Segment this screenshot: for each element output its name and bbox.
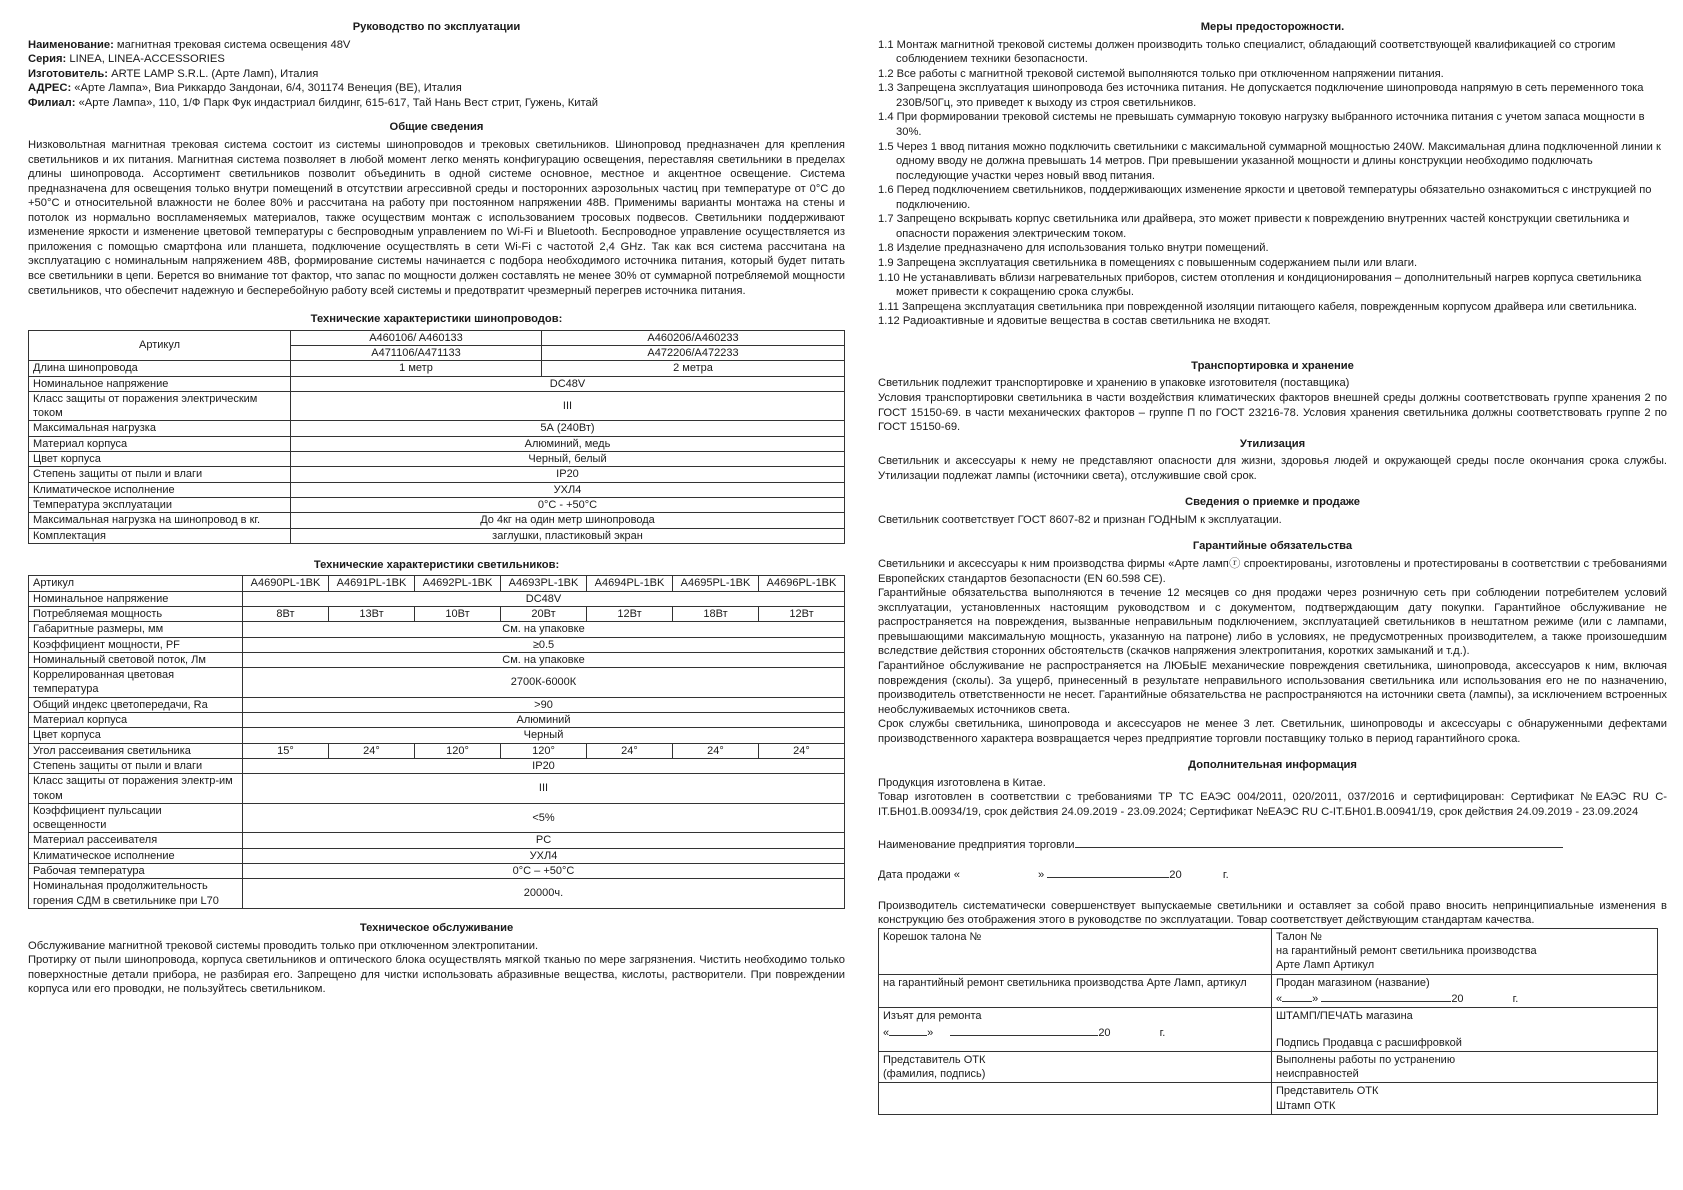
row-label: Класс защиты от поражения электрическим током — [29, 391, 291, 421]
warranty-text-3: Гарантийное обслуживание не распространяется на ЛЮБЫЕ механические повреждения светильника, шинопровода, аксессуаров к ним, включая повреждения (сколы). За ущерб, принесенный в результате неправильного использования светильника или использования его не по назначению, производитель ответственности не несет. Гарантийные обязательства не распространяются на источники света (лампы), за исключением встроенных необслуживаемых источников света. — [878, 659, 1667, 716]
row-label: Номинальная продолжительность горения СДМ в светильнике при L70 — [29, 879, 243, 909]
row-label: Угол рассеивания светильника — [29, 743, 243, 758]
list-item: 1.3 Запрещена эксплуатация шинопровода без источника питания. Не допускается подключение шинопровода напрямую в сеть переменного тока 230В/50Гц, это приведет к выходу из строя светильников. — [878, 82, 1644, 109]
transport-text-2: Условия транспортировки светильника в части воздействия климатических факторов внешней среды должны соответствовать группе хранения 2 по ГОСТ 15150-69. в части механических факторов – группе П по ГОСТ 23216-78. Условия хранения светильника должны соответствовать группе 2 по ГОСТ 15150-69. — [878, 391, 1667, 434]
sale-date-blank — [1047, 866, 1169, 878]
lum-article: A4696PL-1BK — [759, 576, 845, 591]
lum-article: A4691PL-1BK — [329, 576, 415, 591]
lum-angle: 24° — [759, 743, 845, 758]
lum-angle: 24° — [587, 743, 673, 758]
acceptance-text: Светильник соответствует ГОСТ 8607-82 и признан ГОДНЫМ к эксплуатации. — [878, 513, 1282, 526]
list-item: 1.9 Запрещена эксплуатация светильника в помещениях с повышенным содержанием пыли или влаги. — [878, 257, 1418, 269]
coupon-stub-number: Корешок талона № — [879, 928, 1272, 974]
table-row — [879, 1083, 1658, 1115]
list-item: 1.12 Радиоактивные и ядовитые вещества в состав светильника не входят. — [878, 315, 1271, 328]
table-row — [29, 361, 845, 376]
table-row — [29, 467, 845, 482]
row-value: IP20 — [291, 467, 845, 482]
extra-info-title: Дополнительная информация — [1188, 759, 1357, 772]
meta-manufacturer: Изготовитель: ARTE LAMP S.R.L. (Арте Ламп), Италия — [28, 67, 319, 80]
product-meta — [28, 38, 845, 111]
coupon-sold-date: « » 20 г. — [1276, 990, 1653, 1006]
row-label: Материал рассеивателя — [29, 833, 243, 848]
track-article-a1: A460106/ A460133 — [291, 330, 542, 345]
row-value: См. на упаковке — [243, 652, 845, 667]
table-row — [29, 743, 845, 758]
coupon-qc-stamp: Штамп ОТК — [1276, 1099, 1336, 1112]
table-row — [29, 728, 845, 743]
manual-title: Руководство по эксплуатации — [352, 21, 521, 33]
row-label: Общий индекс цветопередачи, Ra — [29, 697, 243, 712]
table-row — [29, 758, 845, 773]
row-label: Максимальная нагрузка — [29, 421, 291, 436]
general-title: Общие сведения — [389, 121, 484, 134]
row-label: Артикул — [29, 576, 243, 591]
coupon-ticket — [1272, 928, 1658, 974]
row-label: Потребляемая мощность — [29, 607, 243, 622]
coupon-removed — [879, 1008, 1272, 1052]
transport-title: Транспортировка и хранение — [1191, 359, 1354, 372]
extra-info-text-1: Продукция изготовлена в Китае. — [878, 776, 1046, 789]
sale-date-label: Дата продажи « — [878, 869, 960, 882]
general-text: Низковольтная магнитная трековая система состоит из системы шинопроводов и трековых светильников. Шинопровод предназначен для крепления светильников и их питания. Магнитная система позволяет в любой момент легко менять конфигурацию освещения, переставляя светильники в пределах длины шинопровода. Ассортимент светильников позволит объединить в одной системе основное, местное и акцентное освещение. Система предназначена для освещения только внутри помещений в отсутствии агрессивной среды и посторонних аэрозольных частиц при температуре от 0°С до +50°С и относительной влажности не более 80% и рассчитана на работу при постоянном напряжении 48В. Применимы варианты монтажа на стены и потолок из нормально воспламеняемых материалов, также осуществим монтаж с использованием тросовых подвесов. Светильники поддерживают изменение яркости и изменение цветовой температуры с беспроводным управлением по Wi-Fi и Bluetooth. Беспроводное управление осуществляется из приложения с помощью смартфона или планшета, подключение осуществлять в сети Wi-Fi с частотой 2,4 GHz. Так как вся система рассчитана на эксплуатацию с номинальным напряжением 48В, формирование системы начинается с подбора необходимого источника питания, который будет питать все светильники в цепи. Берется во внимание тот фактор, что запас по мощности должен составлять не менее 30% от суммарной потребляемой мощности светильников, что обеспечит надежную и бесперебойную работу всей системы и предотвратит чрезмерный перегрев источника питания. — [28, 138, 845, 297]
row-value: заглушки, пластиковый экран — [291, 528, 845, 543]
row-value: Алюминий — [243, 713, 845, 728]
trade-name-blank — [1075, 836, 1563, 848]
row-label: Комплектация — [29, 528, 291, 543]
luminaire-specs-title: Технические характеристики светильников: — [313, 558, 560, 571]
table-row — [29, 576, 845, 591]
row-value: 2700К-6000К — [243, 668, 845, 698]
table-row — [29, 833, 845, 848]
table-row — [29, 803, 845, 833]
row-label: Материал корпуса — [29, 713, 243, 728]
table-row — [29, 330, 845, 345]
lum-angle: 15° — [243, 743, 329, 758]
lum-power: 13Вт — [329, 607, 415, 622]
row-label: Длина шинопровода — [29, 361, 291, 376]
coupon-sold-label: Продан магазином (название) — [1276, 976, 1430, 989]
table-row — [29, 713, 845, 728]
row-value: <5% — [243, 803, 845, 833]
right-column — [878, 20, 1667, 1115]
table-row — [29, 497, 845, 512]
trade-name-label: Наименование предприятия торговли — [878, 838, 1075, 851]
table-row — [29, 528, 845, 543]
track-length-a: 1 метр — [291, 361, 542, 376]
lum-angle: 120° — [415, 743, 501, 758]
coupon-works-done: Выполнены работы по устранению неисправностей — [1272, 1051, 1658, 1083]
sale-date-g: г. — [1222, 869, 1229, 882]
row-label: Степень защиты от пыли и влаги — [29, 758, 243, 773]
service-text-2: Протирку от пыли шинопровода, корпуса светильников и оптического блока осуществлять мягкой тканью по мере загрязнения. Чистить необходимо только поверхностные детали прибора, не разбирая его. Запрещено для чистки использовать абразивные вещества, кислоты, растворители. При повреждении корпуса или его проводки, не пользуйтесь светильником. — [28, 954, 845, 996]
warranty-text-4: Срок службы светильника, шинопровода и аксессуаров не менее 3 лет. Светильник, шинопроводы и аксессуары с обнаруженными дефектами производственного характера возвращается через предприятие торговли поставщику только в период гарантийного срока. — [878, 718, 1667, 745]
row-label: Коэффициент мощности, PF — [29, 637, 243, 652]
table-row — [879, 1051, 1658, 1083]
table-row — [29, 591, 845, 606]
row-label: Номинальный световой поток, Лм — [29, 652, 243, 667]
trade-name-line — [878, 836, 1667, 853]
lum-power: 12Вт — [759, 607, 845, 622]
lum-power: 8Вт — [243, 607, 329, 622]
safety-list — [878, 38, 1667, 329]
list-item: 1.6 Перед подключением светильников, поддерживающих изменение яркости и цветовой температуры обязательно ознакомиться с инструкцией по подключению. — [878, 184, 1652, 211]
lum-article: A4695PL-1BK — [673, 576, 759, 591]
row-value: 0°С - +50°С — [291, 497, 845, 512]
row-value: PC — [243, 833, 845, 848]
warranty-title: Гарантийные обязательства — [1192, 540, 1353, 553]
lum-power: 10Вт — [415, 607, 501, 622]
acceptance-title: Сведения о приемке и продаже — [1185, 496, 1360, 509]
coupon-seller-signature: Подпись Продавца с расшифровкой — [1276, 1036, 1462, 1049]
lum-article: A4694PL-1BK — [587, 576, 673, 591]
list-item: 1.11 Запрещена эксплуатация светильника при поврежденной изоляции питающего кабеля, поврежденным корпусом драйвера или светильника. — [878, 300, 1638, 313]
disposal-text: Светильник и аксессуары к нему не представляют опасности для жизни, здоровья людей и окружающей среды после окончания срока службы. Утилизации подлежат лампы (источники света), отслужившие свой срок. — [878, 455, 1667, 482]
list-item: 1.4 При формировании трековой системы не превышать суммарную токовую нагрузку выбранного источника питания с учетом запаса мощности в 30%. — [878, 111, 1645, 138]
table-row — [29, 668, 845, 698]
coupon-ticket-number: Талон № — [1276, 930, 1322, 943]
row-label: Габаритные размеры, мм — [29, 622, 243, 637]
table-row — [29, 637, 845, 652]
service-title: Техническое обслуживание — [359, 921, 514, 934]
sale-date-quote: » — [1037, 869, 1045, 882]
table-row — [29, 482, 845, 497]
coupon-stamp — [1272, 1008, 1658, 1052]
lum-article: A4692PL-1BK — [415, 576, 501, 591]
article-label: Артикул — [29, 330, 291, 361]
list-item: 1.1 Монтаж магнитной трековой системы должен производить только специалист, обладающий соответствующей квалификацией со строгим соблюдением техники безопасности. — [878, 38, 1616, 66]
coupon-ticket-desc: на гарантийный ремонт светильника производства — [1276, 945, 1537, 958]
coupon-empty-cell — [879, 1083, 1272, 1115]
table-row — [29, 864, 845, 879]
track-specs-title: Технические характеристики шинопроводов: — [310, 313, 563, 326]
meta-address: АДРЕС: «Арте Лампа», Виа Риккардо Зандонаи, 6/4, 301174 Венеция (ВЕ), Италия — [28, 82, 462, 95]
lum-power: 18Вт — [673, 607, 759, 622]
coupon-qc — [1272, 1083, 1658, 1115]
left-column — [28, 20, 845, 997]
row-label: Класс защиты от поражения электр-им током — [29, 774, 243, 804]
row-value: III — [243, 774, 845, 804]
table-row — [29, 436, 845, 451]
lum-angle: 120° — [501, 743, 587, 758]
coupon-removed-label: Изъят для ремонта — [883, 1010, 982, 1023]
track-article-a2: A471106/A471133 — [291, 345, 542, 360]
row-value: УХЛ4 — [291, 482, 845, 497]
lum-article: A4690PL-1BK — [243, 576, 329, 591]
row-value: Черный, белый — [291, 452, 845, 467]
table-row — [879, 1008, 1658, 1052]
table-row — [29, 513, 845, 528]
track-article-b2: A472206/A472233 — [542, 345, 845, 360]
table-row — [29, 391, 845, 421]
row-label: Материал корпуса — [29, 436, 291, 451]
track-specs-table — [28, 330, 845, 544]
track-length-b: 2 метра — [542, 361, 845, 376]
coupon-sold-by — [1272, 974, 1658, 1008]
row-value: >90 — [243, 697, 845, 712]
row-label: Номинальное напряжение — [29, 376, 291, 391]
sale-date-year: 20 — [1169, 869, 1182, 882]
warranty-text-1: Светильники и аксессуары к ним производства фирмы «Арте лампⓡ спроектированы, изготовлены и протестированы в соответствии с требованиями Европейских стандартов безопасности (EN 60.598 CE). — [878, 558, 1667, 585]
meta-series: Серия: LINEA, LINEA-ACCESSORIES — [28, 53, 225, 66]
manufacturer-note: Производитель систематически совершенствует выпускаемые светильники и оставляет за собой право вносить непринципиальные изменения в конструкцию без отображения этого в руководстве по эксплуатации. Товар соответствует действующим стандартам качества. — [878, 899, 1667, 927]
transport-text-1: Светильник подлежит транспортировке и хранению в упаковке изготовителя (поставщика) — [878, 377, 1350, 390]
row-label: Цвет корпуса — [29, 452, 291, 467]
coupon-stub-desc: на гарантийный ремонт светильника производства Арте Ламп, артикул — [879, 974, 1272, 1008]
table-row — [29, 879, 845, 909]
row-value: Черный — [243, 728, 845, 743]
row-label: Коэффициент пульсации освещенности — [29, 803, 243, 833]
lum-article: A4693PL-1BK — [501, 576, 587, 591]
row-label: Цвет корпуса — [29, 728, 243, 743]
coupon-ticket-article: Арте Ламп Артикул — [1276, 959, 1375, 972]
table-row — [29, 652, 845, 667]
meta-name: Наименование: магнитная трековая система освещения 48V — [28, 38, 351, 51]
table-row — [29, 452, 845, 467]
table-row — [879, 928, 1658, 974]
table-row — [29, 376, 845, 391]
row-value: IP20 — [243, 758, 845, 773]
service-text-1: Обслуживание магнитной трековой системы проводить только при отключенном электропитании. — [28, 939, 539, 952]
row-value: III — [291, 391, 845, 421]
table-row — [879, 974, 1658, 1008]
row-label: Коррелированная цветовая температура — [29, 668, 243, 698]
table-row — [29, 848, 845, 863]
row-label: Климатическое исполнение — [29, 848, 243, 863]
list-item: 1.8 Изделие предназначено для использования только внутри помещений. — [878, 242, 1269, 255]
list-item: 1.5 Через 1 ввод питания можно подключить светильники с максимальной суммарной мощностью 240W. Максимальная длина подключенной линии к одному вводу не должна превышать 14 метров. При превышении указанной мощности и длины конструкции необходимо подключать последующие участки через новый ввод питания. — [878, 140, 1661, 182]
track-article-b1: A460206/A460233 — [542, 330, 845, 345]
row-label: Номинальное напряжение — [29, 591, 243, 606]
row-value: 0°С – +50°С — [243, 864, 845, 879]
extra-info-text-2: Товар изготовлен в соответствии с требованиями ТР ТС ЕАЭС 004/2011, 020/2011, 037/2016 и сертифицирован: Сертификат №ЕАЭС RU C-IT.БН01.В.00934/19, срок действия 24.09.2019 - 23.09.2024; Сертификат №ЕАЭС RU C-IT.БН01.В.00941/19, срок действия 24.09.2019 - 23.09.2024 — [878, 791, 1667, 818]
table-row — [29, 421, 845, 436]
table-row — [29, 697, 845, 712]
row-value: DC48V — [243, 591, 845, 606]
list-item: 1.10 Не устанавливать вблизи нагревательных приборов, систем отопления и кондиционирования – дополнительный нагрев корпуса светильника может привести к сокращению срока службы. — [878, 271, 1642, 299]
lum-angle: 24° — [673, 743, 759, 758]
sale-date-line — [878, 866, 1667, 883]
disposal-title: Утилизация — [1239, 437, 1306, 450]
table-row — [29, 622, 845, 637]
lum-power: 12Вт — [587, 607, 673, 622]
row-label: Максимальная нагрузка на шинопровод в кг. — [29, 513, 291, 528]
coupon-removed-date: « » 20 г. — [883, 1024, 1267, 1040]
row-value: УХЛ4 — [243, 848, 845, 863]
row-label: Степень защиты от пыли и влаги — [29, 467, 291, 482]
row-value: DC48V — [291, 376, 845, 391]
meta-branch: Филиал: «Арте Лампа», 110, 1/Ф Парк Фук индастриал билдинг, 615-617, Тай Нань Вест стрит, Гужень, Китай — [28, 96, 599, 109]
lum-power: 20Вт — [501, 607, 587, 622]
row-value: До 4кг на один метр шинопровода — [291, 513, 845, 528]
table-row — [29, 774, 845, 804]
safety-title: Меры предосторожности. — [1200, 21, 1345, 33]
row-value: ≥0.5 — [243, 637, 845, 652]
coupon-qc-rep: Представитель ОТК (фамилия, подпись) — [879, 1051, 1272, 1083]
warranty-text-2: Гарантийные обязательства выполняются в течение 12 месяцев со дня продажи через розничную сеть при соблюдении потребителем условий эксплуатации, установленных настоящим руководством и с документом, подтверждающим дату покупки. Гарантийное обслуживание не распространяется на повреждения, вызванные неправильным подключением, эксплуатацией светильников в нештатном режиме (или с лампами, превышающими максимальную мощность, указанную на патроне) либо в условиях, не предусмотренных производителем, а также произошедшим вследствие действия сторонних обстоятельств (скачков напряжения электропитания, коротких замыканий и т.д.). — [878, 587, 1667, 658]
row-value: 5А (240Вт) — [291, 421, 845, 436]
list-item: 1.2 Все работы с магнитной трековой системой выполняются только при отключенном напряжении питания. — [878, 67, 1444, 80]
lum-angle: 24° — [329, 743, 415, 758]
warranty-coupon-table — [878, 928, 1658, 1115]
table-row — [29, 607, 845, 622]
row-value: Алюминий, медь — [291, 436, 845, 451]
coupon-qc-rep-label: Представитель ОТК — [1276, 1085, 1379, 1098]
row-label: Рабочая температура — [29, 864, 243, 879]
list-item: 1.7 Запрещено вскрывать корпус светильника или драйвера, это может привести к повреждению внутренних частей конструкции светильника и опасности поражения электрическим током. — [878, 213, 1630, 240]
row-value: 20000ч. — [243, 879, 845, 909]
luminaire-specs-table — [28, 575, 845, 909]
coupon-stamp-label: ШТАМП/ПЕЧАТЬ магазина — [1276, 1010, 1413, 1023]
row-value: См. на упаковке — [243, 622, 845, 637]
row-label: Температура эксплуатации — [29, 497, 291, 512]
row-label: Климатическое исполнение — [29, 482, 291, 497]
